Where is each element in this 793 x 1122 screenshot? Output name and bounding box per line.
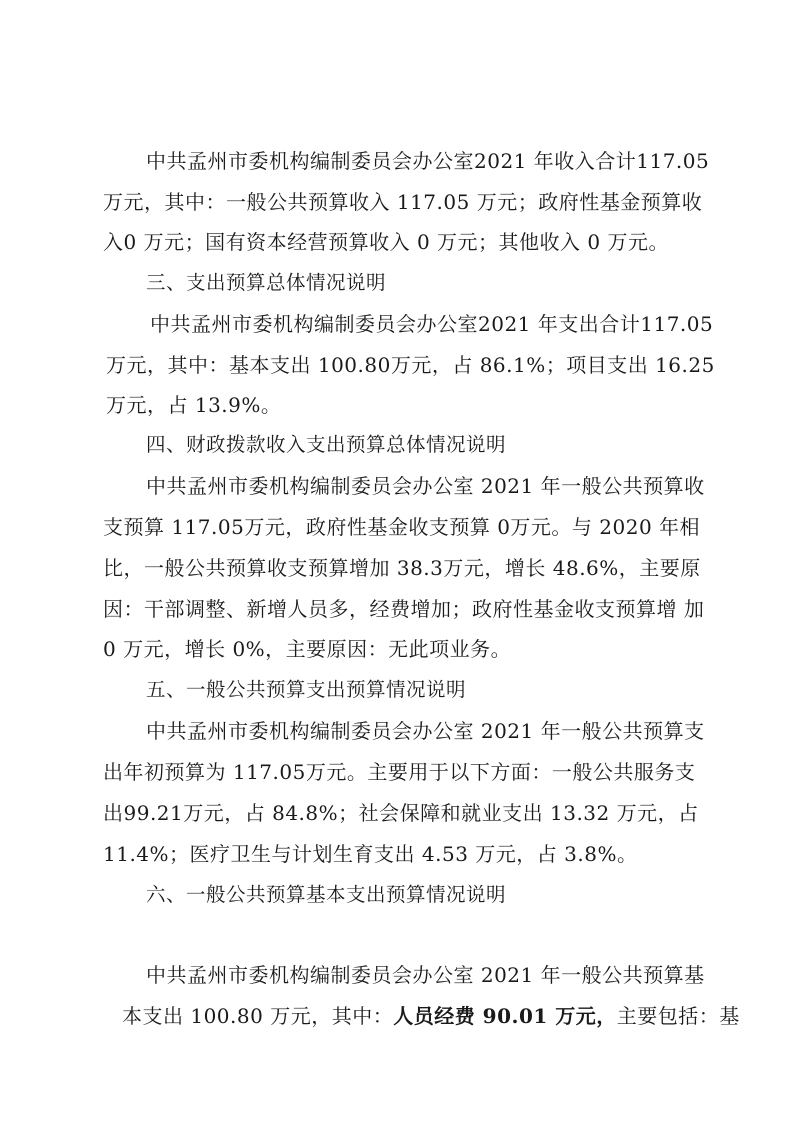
- paragraph-line: 中共孟州市委机构编制委员会办公室 2021 年一般公共预算基: [146, 963, 705, 987]
- paragraph-line: 入0 万元；国有资本经营预算收入 0 万元；其他收入 0 万元。: [103, 230, 669, 254]
- bold-text-run: 人员经费 90.01 万元，: [393, 1004, 617, 1028]
- paragraph-line: 出年初预算为 117.05万元。主要用于以下方面：一般公共服务支: [103, 760, 696, 784]
- paragraph-line: 支预算 117.05万元，政府性基金收支预算 0万元。与 2020 年相: [103, 515, 701, 539]
- text-run: 本支出 100.80 万元，其中：: [122, 1004, 394, 1028]
- paragraph-line: 中共孟州市委机构编制委员会办公室 2021 年一般公共预算收: [146, 474, 705, 498]
- section-heading-3: 三、支出预算总体情况说明: [146, 271, 387, 294]
- paragraph-line: 0 万元，增长 0%，主要原因：无此项业务。: [103, 637, 512, 661]
- paragraph-line: 11.4%；医疗卫生与计划生育支出 4.53 万元，占 3.8%。: [103, 842, 638, 866]
- paragraph-line: 比，一般公共预算收支预算增加 38.3万元，增长 48.6%，主要原: [103, 556, 701, 580]
- paragraph-line: 中共孟州市委机构编制委员会办公室2021 年收入合计117.05: [146, 149, 710, 173]
- paragraph-line: 万元，其中：基本支出 100.80万元，占 86.1%；项目支出 16.25: [106, 353, 715, 377]
- section-heading-6: 六、一般公共预算基本支出预算情况说明: [146, 883, 507, 906]
- paragraph-line: 出99.21万元，占 84.8%；社会保障和就业支出 13.32 万元，占: [103, 801, 699, 825]
- paragraph-line: 中共孟州市委机构编制委员会办公室 2021 年一般公共预算支: [146, 719, 705, 743]
- section-heading-4: 四、财政拨款收入支出预算总体情况说明: [146, 433, 507, 456]
- paragraph-line: [122, 1003, 740, 1029]
- paragraph-line: 万元，其中：一般公共预算收入 117.05 万元；政府性基金预算收: [103, 190, 703, 214]
- text-run: 主要包括：基: [616, 1004, 740, 1028]
- paragraph-line: 因：干部调整、新增人员多，经费增加；政府性基金收支预算增 加: [103, 597, 705, 621]
- paragraph-line: 中共孟州市委机构编制委员会办公室2021 年支出合计117.05: [150, 312, 714, 336]
- section-heading-5: 五、一般公共预算支出预算情况说明: [146, 678, 467, 701]
- paragraph-line: 万元，占 13.9%。: [106, 393, 282, 417]
